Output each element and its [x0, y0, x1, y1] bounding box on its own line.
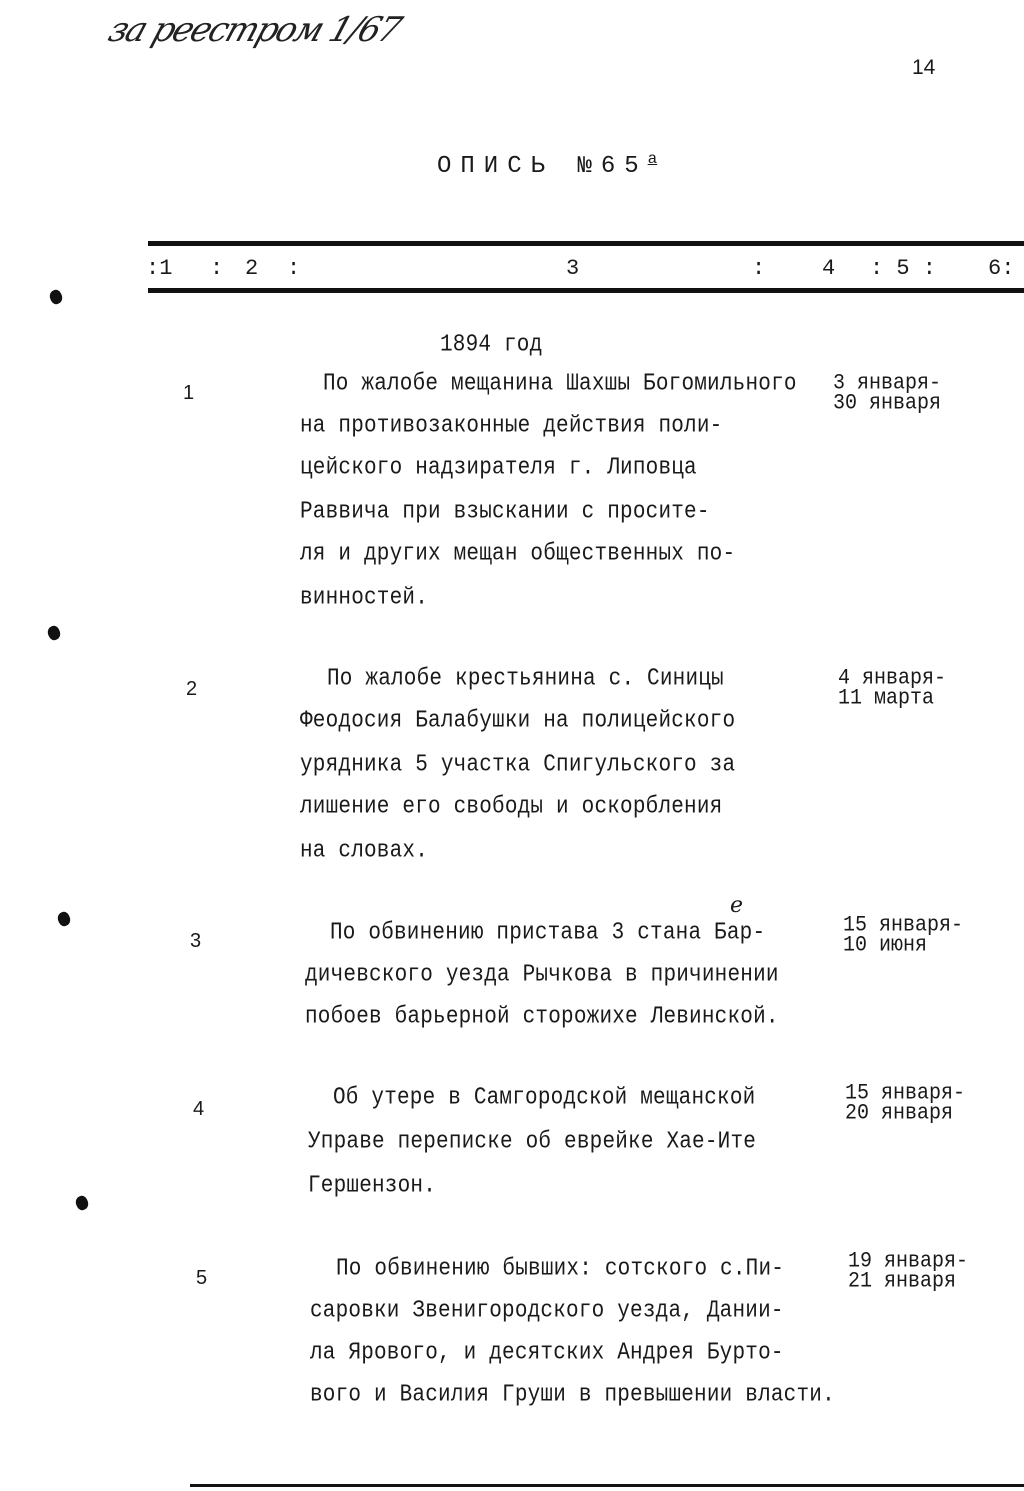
- column-header: :1: [146, 256, 173, 281]
- entry-text-line: Об утере в Самгородской мещанской: [333, 1085, 756, 1112]
- entry-number: 3: [190, 930, 202, 952]
- title-superscript: а: [647, 150, 658, 168]
- entry-text-line: Феодосия Балабушки на полицейского: [300, 708, 736, 735]
- entry-text-line: урядника 5 участка Спигульского за: [300, 752, 736, 779]
- column-header: 4: [822, 256, 836, 281]
- entry-date-end: 20 января: [845, 1100, 954, 1127]
- year-heading: 1894 год: [440, 332, 543, 359]
- page-number: 14: [912, 56, 936, 79]
- column-header: : 5 :: [870, 256, 937, 281]
- entry-number: 2: [186, 678, 198, 700]
- entry-date-end: 21 января: [848, 1268, 957, 1295]
- column-header: 6:: [988, 256, 1015, 281]
- punch-hole-mark: [46, 624, 63, 642]
- entry-text-line: вого и Василия Груши в превышении власти.: [310, 1382, 835, 1409]
- entry-number: 5: [196, 1267, 208, 1289]
- entry-date-start: 3 января-: [833, 370, 942, 397]
- column-header: 2: [245, 256, 259, 281]
- header-rule-top: [148, 241, 1024, 246]
- entry-date-start: 15 января-: [843, 912, 964, 939]
- punch-hole-mark: [56, 910, 73, 928]
- entry-text-line: По обвинению бывших: сотского с.Пи-: [336, 1256, 785, 1283]
- document-title: [437, 150, 657, 180]
- entry-text-line: цейского надзирателя г. Липовца: [300, 455, 697, 482]
- entry-text-line: Гершензон.: [308, 1173, 437, 1200]
- title-text: ОПИСЬ №65: [437, 153, 648, 180]
- entry-text-line: По жалобе крестьянина с. Синицы: [327, 666, 724, 693]
- handwritten-correction: е: [730, 893, 744, 918]
- entry-number: 4: [193, 1098, 205, 1120]
- entry-text-line: Раввича при взыскании с просите-: [300, 499, 710, 526]
- entry-text-line: По обвинению пристава 3 стана Бар-: [330, 920, 766, 947]
- column-header: :: [210, 256, 224, 281]
- handwritten-note: за реестром 1/67: [103, 10, 405, 50]
- entry-date-start: 19 января-: [848, 1248, 969, 1275]
- column-header: :: [752, 256, 766, 281]
- punch-hole-mark: [48, 288, 65, 306]
- entry-text-line: на противозаконные действия поли-: [300, 413, 723, 440]
- bottom-rule: [190, 1484, 1024, 1487]
- entry-number: 1: [183, 382, 195, 404]
- header-rule-bottom: [148, 288, 1024, 293]
- entry-text-line: ля и других мещан общественных по-: [300, 541, 736, 568]
- column-header: :: [287, 256, 301, 281]
- entry-text-line: лишение его свободы и оскорбления: [300, 794, 723, 821]
- entry-date-end: 30 января: [833, 390, 942, 417]
- entry-date-start: 4 января-: [838, 665, 947, 692]
- entry-text-line: дичевского уезда Рычкова в причинении: [305, 962, 779, 989]
- entry-text-line: побоев барьерной сторожихе Левинской.: [305, 1004, 779, 1031]
- entry-date-end: 11 марта: [838, 685, 935, 712]
- entry-text-line: саровки Звенигородского уезда, Дании-: [310, 1298, 784, 1325]
- entry-text-line: ла Ярового, и десятских Андрея Бурто-: [310, 1340, 784, 1367]
- entry-date-start: 15 января-: [845, 1080, 966, 1107]
- entry-date-end: 10 июня: [843, 932, 928, 959]
- entry-text-line: винностей.: [300, 585, 429, 612]
- column-header: 3: [566, 256, 580, 281]
- entry-text-line: По жалобе мещанина Шахшы Богомильного: [323, 371, 797, 398]
- entry-text-line: Управе переписке об еврейке Хае-Ите: [308, 1129, 757, 1156]
- entry-text-line: на словах.: [300, 838, 429, 865]
- punch-hole-mark: [74, 1194, 91, 1212]
